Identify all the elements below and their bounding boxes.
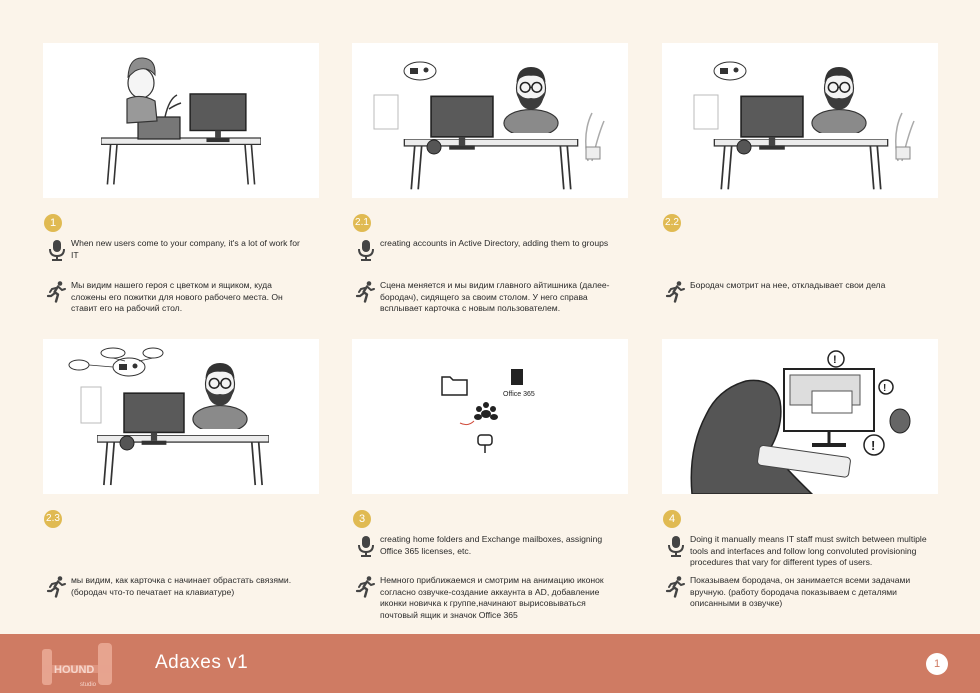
- svg-text:!: !: [871, 438, 876, 453]
- storyboard-frame-2-2: [662, 43, 938, 198]
- running-man-icon: [662, 575, 690, 599]
- svg-text:!: !: [833, 354, 837, 366]
- voiceover-text: Doing it manually means IT staff must switch between multiple tools and interfaces and follow long convoluted provisioning procedures that vary for different types of users.: [690, 534, 927, 568]
- frame-number-badge: 3: [353, 510, 371, 528]
- document-title: Adaxes v1: [155, 652, 249, 673]
- voiceover-text: When new users come to your company, it's a lot of work for IT: [71, 238, 300, 260]
- svg-text:!: !: [883, 383, 887, 394]
- microphone-icon: [352, 534, 380, 558]
- storyboard-frame-2-1: [352, 43, 628, 198]
- voiceover-row: [352, 238, 618, 262]
- action-text: Показываем бородача, он занимается всеми задачами вручную. (работу бородача показываем с деталями описанными в озвучке): [690, 575, 911, 609]
- action-row: [662, 280, 928, 304]
- running-man-icon: [43, 280, 71, 304]
- action-row: [352, 575, 618, 621]
- running-man-icon: [352, 280, 380, 304]
- footer-bar: [0, 634, 980, 693]
- page-number: 1: [926, 653, 948, 675]
- storyboard-frame-3: [352, 339, 628, 494]
- frame-number-badge: 4: [663, 510, 681, 528]
- microphone-icon: [662, 534, 690, 558]
- microphone-icon: [352, 238, 380, 262]
- action-text: Мы видим нашего героя с цветком и ящиком, куда сложены его пожитки для нового рабочего места. Он ставит его на рабочий стол.: [71, 280, 283, 314]
- action-row: [43, 575, 309, 599]
- frame-number-badge: 2.1: [353, 214, 371, 232]
- action-text: мы видим, как карточка с начинает обрастать связями. (бородач что-то печатает на клавиатуре): [71, 575, 292, 597]
- logo-subtext: studio: [80, 682, 97, 688]
- voiceover-row: [43, 238, 309, 262]
- running-man-icon: [662, 280, 690, 304]
- microphone-icon: [43, 238, 71, 262]
- office-365-label: Office 365: [503, 391, 535, 398]
- voiceover-text: creating accounts in Active Directory, adding them to groups: [380, 238, 609, 248]
- running-man-icon: [43, 575, 71, 599]
- storyboard-frame-2-3: [43, 339, 319, 494]
- storyboard-frame-4: [662, 339, 938, 494]
- action-row: [43, 280, 309, 315]
- storyboard-frame-1: [43, 43, 319, 198]
- action-text: Немного приближаемся и смотрим на анимацию иконок согласно озвучке-создание аккаунта в AD, добавление иконки новичка к группе,начинают вырисовываться почтовый ящик и значок Office 365: [380, 575, 604, 620]
- frame-number-badge: 2.2: [663, 214, 681, 232]
- running-man-icon: [352, 575, 380, 599]
- hound-studio-logo: [40, 639, 118, 689]
- frame-number-badge: 2.3: [44, 510, 62, 528]
- voiceover-text: creating home folders and Exchange mailboxes, assigning Office 365 licenses, etc.: [380, 534, 603, 556]
- action-row: [352, 280, 618, 315]
- voiceover-row: [662, 534, 928, 569]
- logo-text: HOUND: [54, 664, 95, 676]
- action-text: Бородач смотрит на нее, откладывает свои дела: [690, 280, 886, 290]
- frame-number-badge: 1: [44, 214, 62, 232]
- action-text: Сцена меняется и мы видим главного айтишника (далее-бородач), сидящего за своим столом. У него справа всплывает карточка с новым пользователем.: [380, 280, 610, 314]
- action-row: [662, 575, 928, 610]
- voiceover-row: [352, 534, 618, 558]
